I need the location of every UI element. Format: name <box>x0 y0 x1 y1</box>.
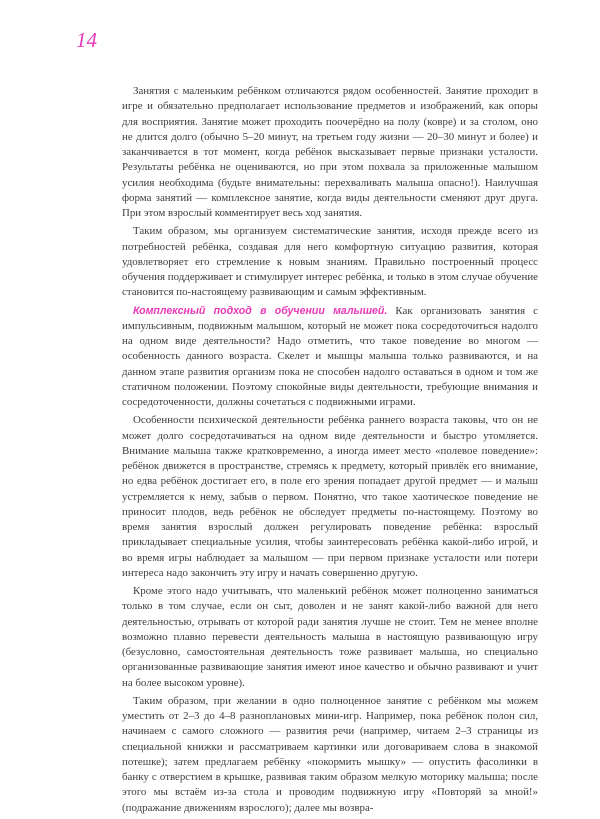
paragraph <box>122 584 538 691</box>
paragraph <box>122 84 538 221</box>
paragraph <box>122 694 538 816</box>
paragraph <box>122 224 538 300</box>
section-heading: Комплексный подход в обучении малышей. <box>133 304 388 317</box>
body-text <box>122 84 538 819</box>
paragraph-text: Таким образом, мы организуем систематические занятия, исходя прежде всего из потребностей ребёнка, создавая для него комфортную ситуацию развития, которая удовлетворяет его стремление к новым знаниям. Правильно построенный процесс обучения поддерживает и стимулирует интерес ребёнка, и только в этом случае обучение становится по-настоящему развивающим и самым эффективным. <box>122 225 538 299</box>
paragraph <box>122 413 538 581</box>
paragraph-text: Особенности психической деятельности ребёнка раннего возраста таковы, что он не может долго сосредотачиваться на одном виде деятельности и быстро утомляется. Внимание малыша также кратковременно, а иногда имеет место «полевое поведение»: ребёнок движется в пространстве, стремясь к предмету, который привлёк его внимание, но едва ребёнок достигает его, в поле его зрения попадает другой предмет — и малыш устремляется к нему, забыв о первом. Понятно, что такое хаотическое поведение не приносит плодов, ведь ребёнок не обследует предметы по-настоящему. Поэтому во время занятия взрослый должен регулировать поведение ребёнка: взрослый прикладывает специальные усилия, чтобы заинтересовать ребёнка какой-либо игрой, и во время игры наблюдает за малышом — при первом признаке усталости или потери интереса надо закончить эту игру и начать совершенно другую. <box>122 414 538 579</box>
paragraph-text: Кроме этого надо учитывать, что маленький ребёнок может полноценно заниматься только в том случае, если он сыт, доволен и не занят какой-либо важной для него деятельностью, отрывать от которой ради занятия лучше не стоит. Тем не менее вполне возможно плавно перевести деятельность малыша в настоящую развивающую игру (безусловно, самостоятельная деятельность тоже развивает малыша, но специально организованные развивающие занятия имеют иное качество и обычно развивают и учит на более высоком уровне). <box>122 585 538 689</box>
paragraph-text: Как организовать занятия с импульсивным, подвижным малышом, который не может пока сосредоточиться надолго на одном виде деятельности? Надо отметить, что такое поведение во многом — особенность данного возраста. Скелет и мышцы малыша только развиваются, и на данном этапе развития организм пока не способен надолго оставаться в одном и том же статичном положении. Поэтому спокойные виды деятельности, требующие внимания и сосредоточенности, должны сочетаться с подвижными играми. <box>122 304 538 408</box>
page-number: 14 <box>76 28 97 52</box>
paragraph <box>122 304 538 411</box>
paragraph-text: Занятия с маленьким ребёнком отличаются рядом особенностей. Занятие проходит в игре и обязательно предполагает использование предметов и изображений, как опоры для восприятия. Занятие может проходить поочерёдно на полу (ковре) и за столом, оно не длится долго (обычно 5–20 минут, на третьем году жизни — 20–30 минут и более) и заканчивается в тот момент, когда ребёнок высказывает первые признаки усталости. Результаты ребёнка не оцениваются, но при этом похвала за приложенные малышом усилия необходима (будьте внимательны: перехваливать малыша опасно!). Наилучшая форма занятий — комплексное занятие, когда виды деятельности сменяют друг друга. При этом взрослый комментирует весь ход занятия. <box>122 85 538 219</box>
paragraph-text: Таким образом, при желании в одно полноценное занятие с ребёнком мы можем уместить от 2–3 до 4–8 разноплановых мини-игр. Например, пока ребёнок полон сил, начинаем с самого сложного — развития речи (например, читаем 2–3 страницы из специальной книжки и рассматриваем картинки или договариваем слова в знакомой потешке); затем предлагаем ребёнку «покормить мышку» — опустить фасолинки в банку с отверстием в крышке, развивая таким образом мелкую моторику малыша; после этого мы встаём из-за стола и проводим подвижную игру «Повторяй за мной!» (подражание движениям взрослого); далее мы возвра- <box>122 694 538 814</box>
